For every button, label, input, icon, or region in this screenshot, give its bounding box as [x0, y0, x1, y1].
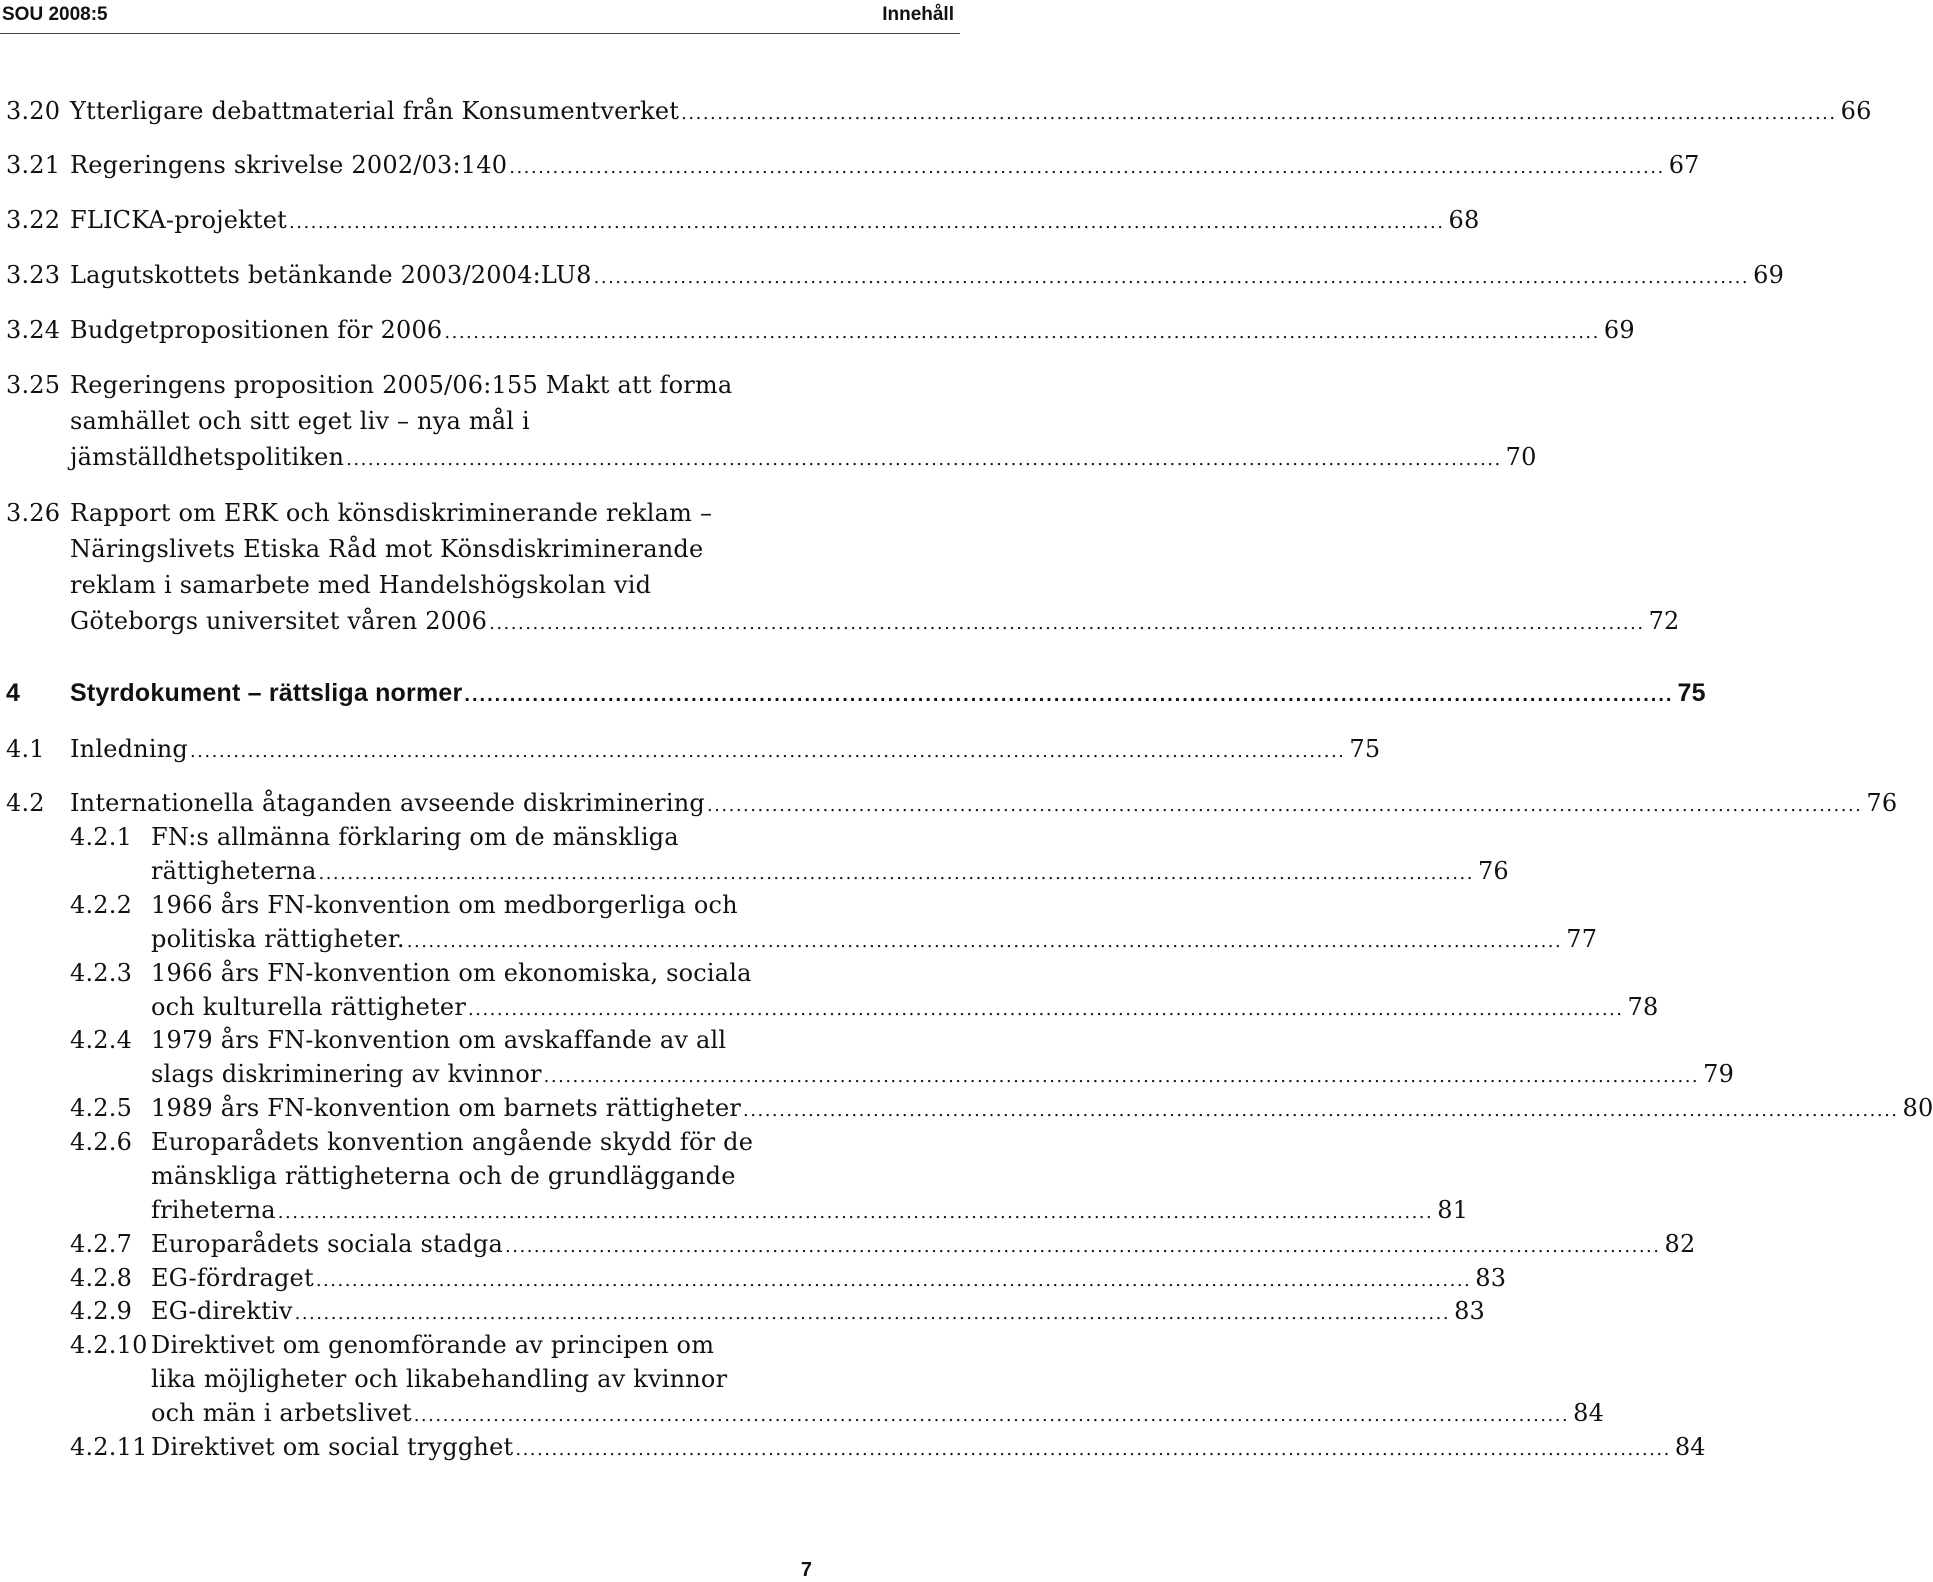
toc-entry[interactable] [6, 313, 1635, 347]
toc-title-row [151, 922, 1598, 959]
toc-entry[interactable] [6, 94, 1872, 128]
toc-section-number: 4.2 [6, 789, 45, 817]
toc-title-row [151, 1261, 1507, 1298]
toc-page-number: 81 [1437, 1196, 1469, 1224]
toc-entry[interactable] [6, 495, 1680, 639]
toc-page-number: 69 [1603, 316, 1635, 344]
toc-title-row [70, 94, 1872, 131]
toc-entry[interactable] [70, 1125, 1469, 1227]
toc-page-number: 80 [1902, 1094, 1933, 1122]
toc-page-number: 75 [1677, 679, 1706, 707]
toc-entry[interactable] [6, 367, 1537, 475]
toc-title-line: rättigheterna [151, 857, 317, 885]
toc-dot-leader: ................................................................................................................................................................ [444, 322, 1600, 343]
toc-entry[interactable] [6, 258, 1785, 292]
toc-title-row [151, 1396, 1605, 1433]
toc-entry[interactable] [70, 1023, 1735, 1091]
toc-title-line: EG-fördraget [151, 1264, 314, 1292]
toc-title-line: Lagutskottets betänkande 2003/2004:LU8 [70, 261, 592, 289]
toc-title-row [151, 990, 1659, 1027]
toc-dot-leader: ................................................................................................................................................................ [413, 1405, 1570, 1426]
toc-title-line: 1966 års FN-konvention om medborgerliga och [151, 891, 738, 919]
toc-entry[interactable] [70, 956, 1659, 1024]
toc-title-line: EG-direktiv [151, 1297, 293, 1325]
running-header-document-id: SOU 2008:5 [2, 4, 108, 25]
toc-page-number: 77 [1566, 925, 1598, 953]
toc-title-line: Styrdokument – rättsliga normer [70, 679, 463, 707]
toc-page-number: 66 [1840, 97, 1872, 125]
toc-page-number: 78 [1627, 993, 1659, 1021]
toc-page-number: 69 [1753, 261, 1785, 289]
toc-title-line: lika möjligheter och likabehandling av kvinnor [151, 1365, 728, 1393]
toc-title-row [70, 203, 1480, 240]
toc-dot-leader: ................................................................................................................................................................ [743, 1100, 1899, 1121]
toc-chapter-entry[interactable] [6, 676, 1706, 710]
toc-title-line: Göteborgs universitet våren 2006 [70, 607, 488, 635]
toc-entry[interactable] [70, 820, 1509, 888]
toc-page-number: 82 [1664, 1230, 1696, 1258]
toc-page-number: 84 [1573, 1399, 1605, 1427]
toc-title-row [70, 439, 1537, 478]
toc-title-line: Direktivet om genomförande av principen om [151, 1331, 715, 1359]
toc-page-number: 79 [1703, 1060, 1735, 1088]
toc-title-line: politiska rättigheter. [151, 925, 405, 953]
toc-title-line: Rapport om ERK och könsdiskriminerande reklam – [70, 499, 713, 527]
toc-section-number: 4.1 [6, 735, 45, 763]
toc-title-line: Internationella åtaganden avseende diskriminering [70, 789, 705, 817]
toc-section-number: 4.2.4 [70, 1026, 133, 1054]
toc-title-row [70, 258, 1785, 295]
toc-dot-leader: ................................................................................................................................................................ [509, 157, 1665, 178]
toc-section-number: 4.2.7 [70, 1230, 133, 1258]
toc-dot-leader: ................................................................................................................................................................ [189, 741, 1346, 762]
toc-page-number: 83 [1475, 1264, 1507, 1292]
toc-section-number: 4.2.11 [70, 1433, 148, 1461]
toc-page-number: 67 [1668, 151, 1700, 179]
toc-page-number: 83 [1454, 1297, 1486, 1325]
toc-entry[interactable] [70, 1261, 1507, 1295]
toc-title-row [70, 732, 1381, 769]
toc-dot-leader: ................................................................................................................................................................ [277, 1202, 1434, 1223]
toc-dot-leader: ................................................................................................................................................................ [406, 931, 1563, 952]
toc-title-line: Europarådets konvention angående skydd för de [151, 1128, 754, 1156]
toc-section-number: 3.25 [6, 371, 61, 399]
toc-section-number: 4.2.2 [70, 891, 133, 919]
toc-section-number: 3.22 [6, 206, 61, 234]
toc-section-number: 4.2.10 [70, 1331, 148, 1359]
toc-title-row [70, 148, 1700, 185]
toc-title-line: Inledning [70, 735, 188, 763]
running-header-section-title: Innehåll [882, 4, 954, 25]
toc-dot-leader: ................................................................................................................................................................ [505, 1236, 1661, 1257]
toc-page-number: 76 [1866, 789, 1898, 817]
page-number: 7 [800, 1559, 812, 1581]
toc-title-row [151, 1294, 1486, 1331]
toc-title-line: Regeringens skrivelse 2002/03:140 [70, 151, 508, 179]
toc-dot-leader: ................................................................................................................................................................ [294, 1303, 1451, 1324]
toc-dot-leader: ................................................................................................................................................................ [464, 684, 1674, 706]
toc-section-number: 4.2.3 [70, 959, 133, 987]
toc-title-line: friheterna [151, 1196, 276, 1224]
toc-title-line: Budgetpropositionen för 2006 [70, 316, 443, 344]
toc-entry[interactable] [70, 1328, 1605, 1430]
toc-entry[interactable] [70, 1091, 1933, 1125]
toc-page-number: 72 [1648, 607, 1680, 635]
toc-title-row [70, 786, 1898, 823]
toc-entry[interactable] [70, 1294, 1486, 1328]
toc-title-row [151, 1091, 1933, 1128]
toc-entry[interactable] [6, 148, 1700, 182]
toc-section-number: 4.2.9 [70, 1297, 133, 1325]
toc-section-number: 3.24 [6, 316, 61, 344]
toc-section-number: 4.2.6 [70, 1128, 133, 1156]
toc-title-line: slags diskriminering av kvinnor [151, 1060, 542, 1088]
toc-dot-leader: ................................................................................................................................................................ [593, 267, 1750, 288]
toc-title-line: FLICKA-projektet [70, 206, 287, 234]
toc-dot-leader: ................................................................................................................................................................ [289, 212, 1445, 233]
toc-entry[interactable] [70, 1227, 1696, 1261]
toc-page-number: 84 [1674, 1433, 1706, 1461]
toc-section-number: 4 [6, 679, 21, 707]
toc-title-line: jämställdhetspolitiken [70, 443, 345, 471]
toc-section-number: 4.2.8 [70, 1264, 133, 1292]
toc-dot-leader: ................................................................................................................................................................ [468, 999, 1624, 1020]
toc-entry[interactable] [6, 203, 1480, 237]
toc-title-row [151, 1430, 1706, 1467]
toc-title-row [70, 603, 1680, 642]
toc-dot-leader: ................................................................................................................................................................ [318, 863, 1474, 884]
toc-entry[interactable] [70, 888, 1598, 956]
toc-page-number: 76 [1477, 857, 1509, 885]
toc-title-row [70, 313, 1635, 350]
toc-title-row [151, 1227, 1696, 1264]
toc-entry[interactable] [6, 732, 1381, 766]
toc-page-number: 70 [1505, 443, 1537, 471]
toc-section-number: 4.2.5 [70, 1094, 133, 1122]
toc-dot-leader: ................................................................................................................................................................ [489, 613, 1645, 634]
toc-dot-leader: ................................................................................................................................................................ [706, 795, 1863, 816]
toc-title-line: reklam i samarbete med Handelshögskolan vid [70, 571, 652, 599]
toc-dot-leader: ................................................................................................................................................................ [681, 103, 1837, 124]
toc-title-row [151, 1057, 1735, 1094]
toc-title-line: Regeringens proposition 2005/06:155 Makt att forma [70, 371, 733, 399]
toc-title-line: FN:s allmänna förklaring om de mänskliga [151, 823, 679, 851]
toc-section-number: 3.20 [6, 97, 61, 125]
toc-title-line: 1979 års FN-konvention om avskaffande av all [151, 1026, 727, 1054]
toc-section-number: 3.21 [6, 151, 61, 179]
toc-section-number: 3.23 [6, 261, 61, 289]
toc-title-line: 1989 års FN-konvention om barnets rättigheter [151, 1094, 742, 1122]
toc-title-line: Ytterligare debattmaterial från Konsumentverket [70, 97, 680, 125]
toc-section-number: 4.2.1 [70, 823, 133, 851]
toc-dot-leader: ................................................................................................................................................................ [515, 1439, 1671, 1460]
toc-dot-leader: ................................................................................................................................................................ [543, 1066, 1700, 1087]
toc-dot-leader: ................................................................................................................................................................ [315, 1270, 1472, 1291]
toc-title-line: och kulturella rättigheter [151, 993, 467, 1021]
toc-title-row [70, 676, 1706, 712]
toc-title-line: 1966 års FN-konvention om ekonomiska, sociala [151, 959, 752, 987]
toc-title-line: samhället och sitt eget liv – nya mål i [70, 407, 530, 435]
toc-title-line: och män i arbetslivet [151, 1399, 412, 1427]
toc-title-line: Europarådets sociala stadga [151, 1230, 504, 1258]
toc-section-number: 3.26 [6, 499, 61, 527]
toc-title-row [151, 1193, 1469, 1230]
toc-page-number: 75 [1349, 735, 1381, 763]
toc-title-row [151, 854, 1509, 891]
toc-entry[interactable] [6, 786, 1898, 820]
toc-title-line: Näringslivets Etiska Råd mot Könsdiskriminerande [70, 535, 704, 563]
toc-page-number: 68 [1448, 206, 1480, 234]
toc-dot-leader: ................................................................................................................................................................ [346, 449, 1502, 470]
toc-title-line: mänskliga rättigheterna och de grundläggande [151, 1162, 736, 1190]
toc-entry[interactable] [70, 1430, 1706, 1464]
toc-title-line: Direktivet om social trygghet [151, 1433, 514, 1461]
